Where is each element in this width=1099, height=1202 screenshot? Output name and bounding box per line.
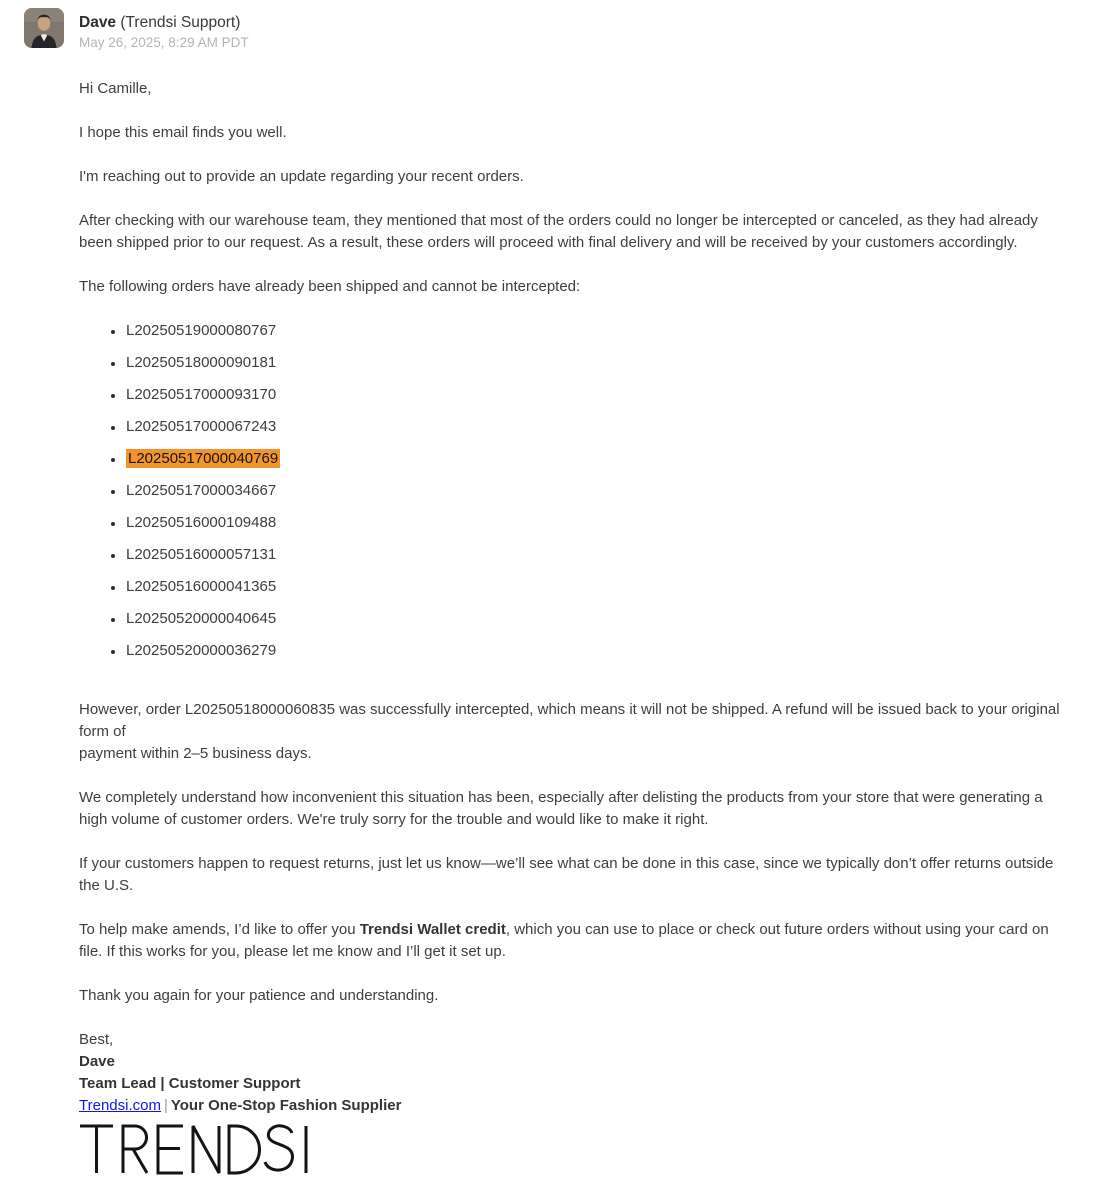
- order-list-item: [125, 416, 1060, 438]
- order-number: L20250520000036279: [126, 642, 277, 659]
- email-paragraph: I hope this email finds you well.: [79, 124, 287, 141]
- email-paragraph: After checking with our warehouse team, they mentioned that most of the orders could no longer be intercepted or canceled, as they had already been shipped prior to our request. As a result, these orders will proceed with final delivery and will be received by your customers accordingly.: [79, 212, 1038, 251]
- offer-text-before: To help make amends, I’d like to offer you: [79, 921, 360, 938]
- header-text: [79, 8, 249, 53]
- offer-text-after: , which you can use to place or check out future orders without using your card on file. If this works for you, please let me know and I’ll get it set up.: [79, 921, 1049, 960]
- signature-tagline: Your One-Stop Fashion Supplier: [170, 1097, 402, 1114]
- order-list-item: [125, 352, 1060, 374]
- sender-org: (Trendsi Support): [120, 14, 241, 31]
- email-paragraph: [79, 699, 1060, 765]
- order-number: L20250516000057131: [126, 546, 277, 563]
- order-number: L20250516000109488: [126, 514, 277, 531]
- order-number: L20250517000093170: [126, 386, 277, 403]
- order-list-item: [125, 512, 1060, 534]
- signature-title: Team Lead | Customer Support: [79, 1075, 301, 1092]
- avatar-photo: [24, 8, 64, 48]
- email-paragraph: [79, 919, 1060, 963]
- order-number: L20250520000040645: [126, 610, 277, 627]
- signature-closing: Best,: [79, 1031, 114, 1048]
- order-list-intro: The following orders have already been shipped and cannot be intercepted:: [79, 278, 581, 295]
- trendsi-logo-image: [79, 1123, 331, 1175]
- order-number: L20250517000034667: [126, 482, 277, 499]
- signature-company-line: [79, 1095, 1060, 1117]
- order-list-item: [125, 448, 1060, 470]
- wallet-credit-bold: Trendsi Wallet credit: [359, 921, 506, 938]
- email-paragraph: Thank you again for your patience and understanding.: [79, 987, 439, 1004]
- order-list-item: [125, 576, 1060, 598]
- email-greeting: Hi Camille,: [79, 80, 152, 97]
- trendsi-link[interactable]: Trendsi.com: [79, 1097, 161, 1114]
- order-list-item: [125, 384, 1060, 406]
- email-paragraph: If your customers happen to request returns, just let us know—we’ll see what can be done in this case, since we typically don’t offer returns outside the U.S.: [79, 855, 1054, 894]
- message-timestamp: May 26, 2025, 8:29 AM PDT: [79, 35, 249, 50]
- refund-timing-text: payment within 2–5 business days.: [79, 745, 312, 762]
- email-paragraph: We completely understand how inconvenient this situation has been, especially after delisting the products from your store that were generating a high volume of customer orders. We're truly sorry for the trouble and would like to make it right.: [79, 789, 1043, 828]
- message-header: [24, 8, 1060, 53]
- highlighted-order-number: L20250517000040769: [128, 450, 279, 467]
- order-list-item: [125, 480, 1060, 502]
- order-list-item: [125, 640, 1060, 662]
- email-body: [79, 78, 1060, 1182]
- order-number: L20250517000067243: [126, 418, 277, 435]
- signature-name: Dave: [79, 1053, 115, 1070]
- email-signature: [79, 1029, 1060, 1182]
- sender-name: Dave: [79, 14, 117, 31]
- trendsi-logo: [79, 1123, 1060, 1182]
- signature-separator: |: [163, 1097, 168, 1114]
- sender-line: [79, 13, 249, 33]
- order-number: L20250519000080767: [126, 322, 277, 339]
- order-number: L20250516000041365: [126, 578, 277, 595]
- order-list-item: [125, 544, 1060, 566]
- sender-avatar: [24, 8, 64, 48]
- email-paragraph: I'm reaching out to provide an update regarding your recent orders.: [79, 168, 524, 185]
- order-list-item: [125, 320, 1060, 342]
- order-list: [79, 320, 1060, 662]
- order-list-item: [125, 608, 1060, 630]
- order-number: L20250518000090181: [126, 354, 277, 371]
- refund-text: However, order L20250518000060835 was successfully intercepted, which means it will not be shipped. A refund will be issued back to your original form of: [79, 701, 1060, 740]
